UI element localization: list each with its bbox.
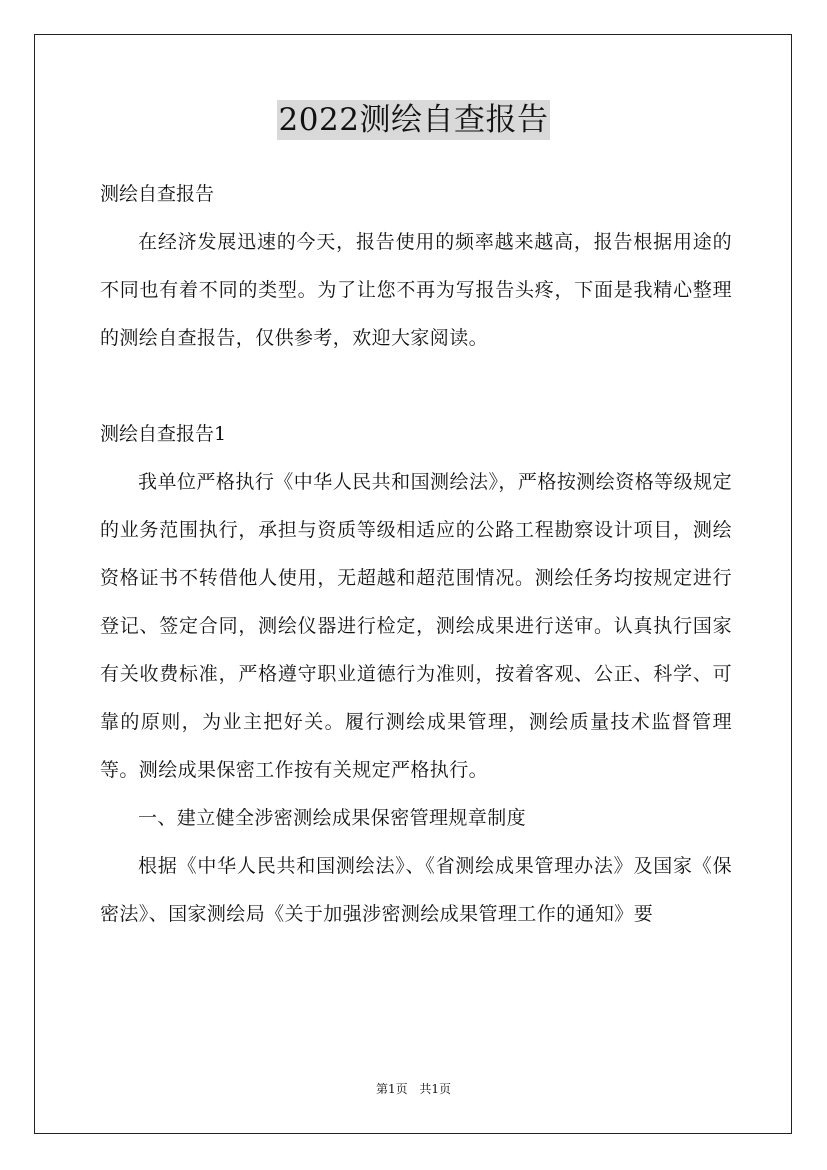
paragraph-spacer (100, 362, 732, 410)
title-container (0, 100, 827, 140)
document-subtitle: 测绘自查报告 (100, 183, 215, 205)
document-title: 2022测绘自查报告 (278, 102, 549, 138)
page-footer (0, 1080, 827, 1097)
page-total: 共1页 (419, 1082, 452, 1096)
subsection-heading: 一、建立健全涉密测绘成果保密管理规章制度 (138, 807, 527, 829)
section-heading: 测绘自查报告1 (100, 423, 227, 445)
section-paragraph: 我单位严格执行《中华人民共和国测绘法》，严格按测绘资格等级规定的业务范围执行，承担与资质等级相适应的公路工程勘察设计项目，测绘资格证书不转借他人使用，无超越和超范围情况。测绘任务均按规定进行登记、签定合同，测绘仪器进行检定，测绘成果进行送审。认真执行国家有关收费标准，严格遵守职业道德行为准则，按着客观、公正、科学、可靠的原则，为业主把好关。履行测绘成果管理，测绘质量技术监督管理等。测绘成果保密工作按有关规定严格执行。 (100, 471, 732, 781)
intro-paragraph: 在经济发展迅速的今天，报告使用的频率越来越高，报告根据用途的不同也有着不同的类型。为了让您不再为写报告头疼，下面是我精心整理的测绘自查报告，仅供参考，欢迎大家阅读。 (100, 231, 732, 349)
page-number: 第1页 (375, 1082, 408, 1096)
document-body (100, 170, 732, 938)
subsection-paragraph: 根据《中华人民共和国测绘法》、《省测绘成果管理办法》及国家《保密法》、国家测绘局《关于加强涉密测绘成果管理工作的通知》要 (100, 855, 732, 925)
